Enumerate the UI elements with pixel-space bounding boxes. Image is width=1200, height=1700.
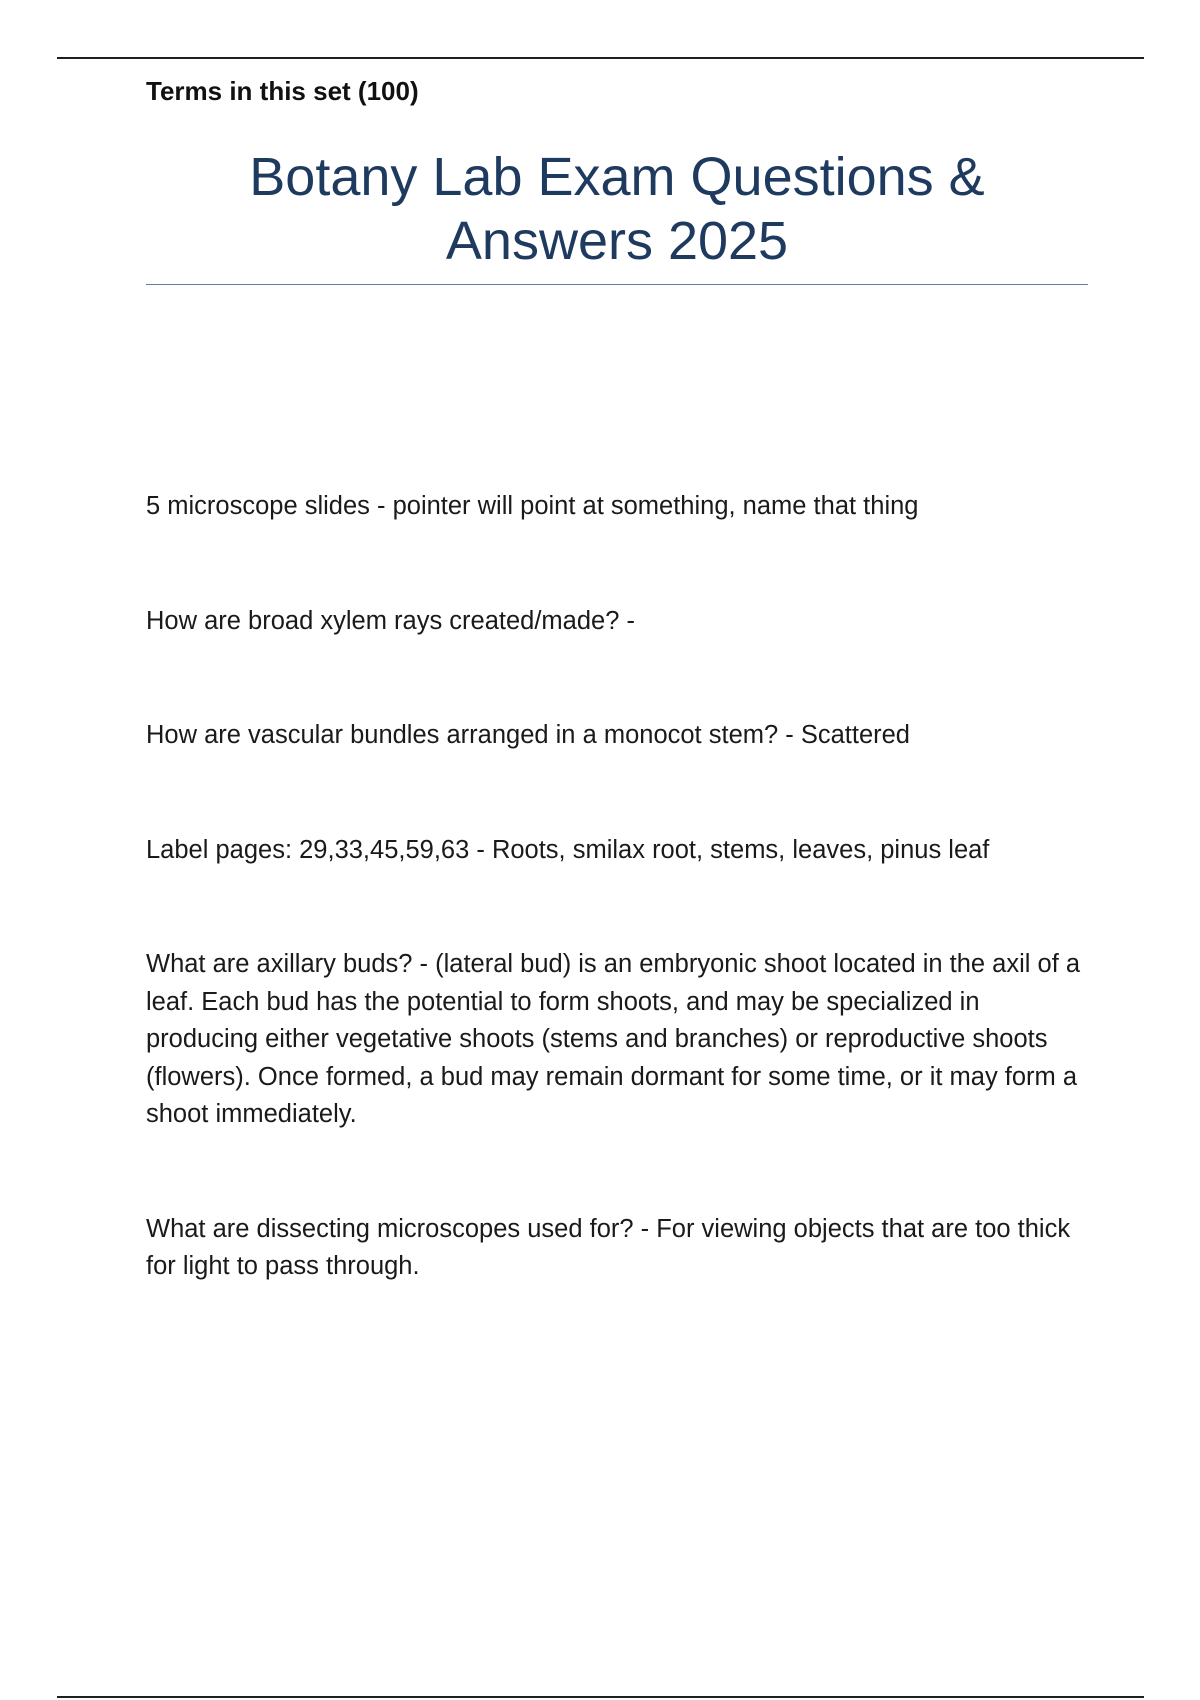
terms-count-heading: Terms in this set (100)	[146, 76, 419, 106]
qa-item: Label pages: 29,33,45,59,63 - Roots, smilax root, stems, leaves, pinus leaf	[146, 835, 990, 864]
title-line-2: Answers 2025	[445, 211, 789, 271]
document-title	[146, 145, 1088, 273]
top-divider	[57, 57, 1144, 59]
qa-item: How are vascular bundles arranged in a monocot stem? - Scattered	[146, 721, 910, 749]
title-underline	[146, 284, 1088, 285]
qa-item: 5 microscope slides - pointer will point at something, name that thing	[146, 492, 919, 520]
qa-item: What are dissecting microscopes used for? - For viewing objects that are too thick for light to pass through.	[146, 1214, 1071, 1280]
bottom-divider	[57, 1696, 1144, 1698]
qa-item: What are axillary buds? - (lateral bud) is an embryonic shoot located in the axil of a leaf. Each bud has the potential to form shoots, and may be specialized in producing either vegetative shoots (stems and branches) or reproductive shoots (flowers). Once formed, a bud may remain dormant for some time, or it may form a shoot immediately.	[146, 950, 1081, 1128]
qa-item: How are broad xylem rays created/made? -	[146, 606, 635, 635]
qa-list	[146, 488, 1096, 1286]
title-line-1: Botany Lab Exam Questions &	[249, 147, 985, 207]
